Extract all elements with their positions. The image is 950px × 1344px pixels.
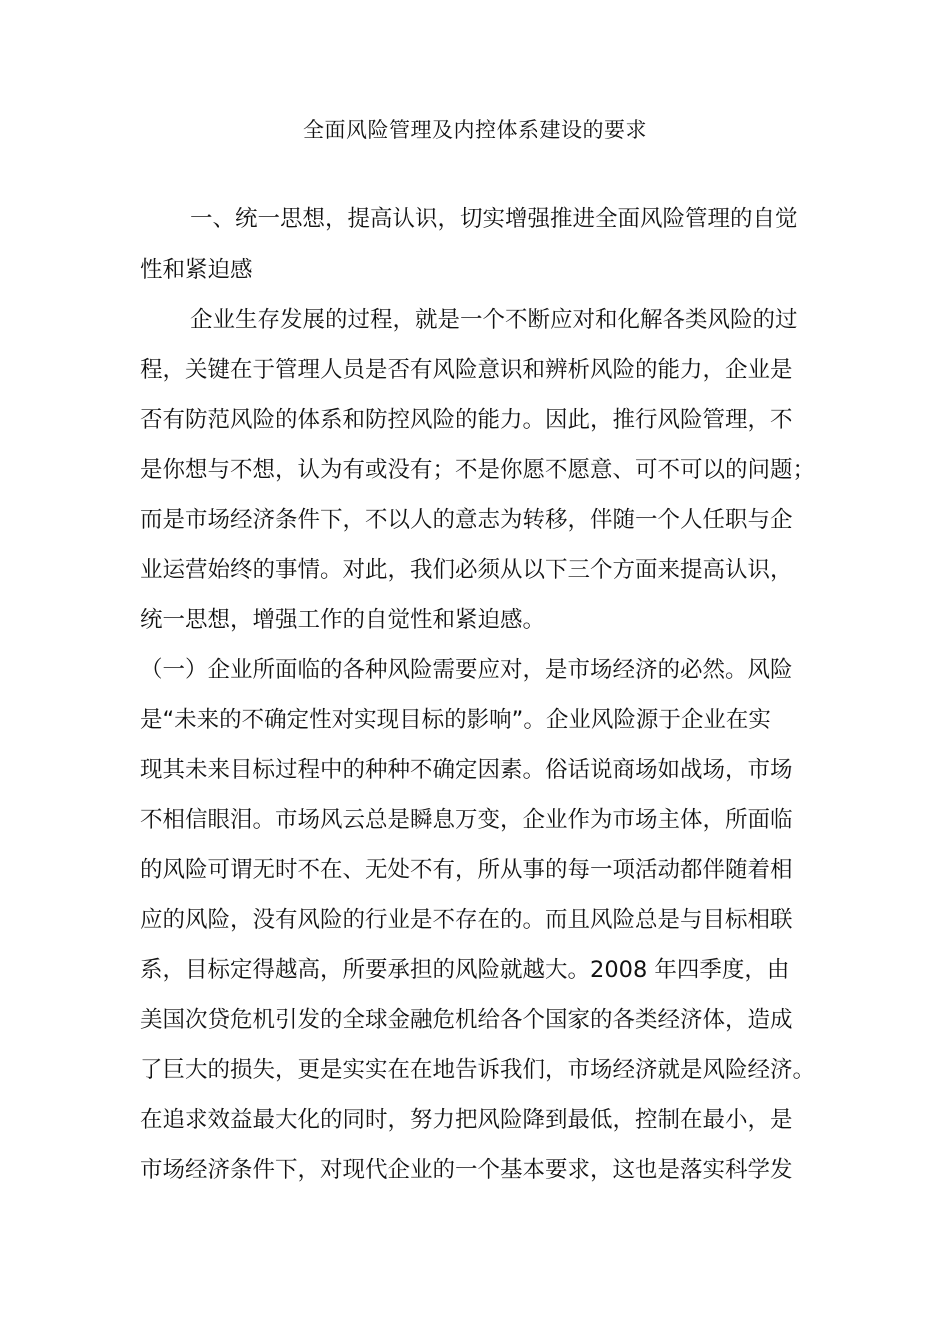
paragraph-line: 现其未来目标过程中的种种不确定因素。俗话说商场如战场，市场 xyxy=(140,757,793,783)
paragraph-line: 统一思想，增强工作的自觉性和紧迫感。 xyxy=(140,607,546,633)
paragraph-line: 程，关键在于管理人员是否有风险意识和辨析风险的能力，企业是 xyxy=(140,357,793,383)
paragraph-line: 的风险可谓无时不在、无处不有，所从事的每一项活动都伴随着相 xyxy=(140,857,793,883)
paragraph-line: 美国次贷危机引发的全球金融危机给各个国家的各类经济体，造成 xyxy=(140,1007,793,1033)
paragraph-line: 不相信眼泪。市场风云总是瞬息万变，企业作为市场主体，所面临 xyxy=(140,807,793,833)
paragraph-line: 市场经济条件下，对现代企业的一个基本要求，这也是落实科学发 xyxy=(140,1157,793,1183)
paragraph-line: 是你想与不想，认为有或没有；不是你愿不愿意、可不可以的问题； xyxy=(140,457,816,483)
paragraph-line: 否有防范风险的体系和防控风险的能力。因此，推行风险管理，不 xyxy=(140,407,793,433)
subsection-line: （一）企业所面临的各种风险需要应对，是市场经济的必然。风险 xyxy=(140,657,793,683)
document-title: 全面风险管理及内控体系建设的要求 xyxy=(303,118,647,142)
paragraph-line: 业运营始终的事情。对此，我们必须从以下三个方面来提高认识， xyxy=(140,557,793,583)
paragraph-line: 系，目标定得越高，所要承担的风险就越大。2008 年四季度，由 xyxy=(140,957,790,983)
paragraph-line: 在追求效益最大化的同时，努力把风险降到最低，控制在最小，是 xyxy=(140,1107,793,1133)
paragraph-line: 企业生存发展的过程，就是一个不断应对和化解各类风险的过 xyxy=(190,307,798,333)
paragraph-line: 是“未来的不确定性对实现目标的影响”。企业风险源于企业在实 xyxy=(140,707,771,733)
paragraph-line: 而是市场经济条件下，不以人的意志为转移，伴随一个人任职与企 xyxy=(140,507,793,533)
heading-line-1: 一、统一思想，提高认识，切实增强推进全面风险管理的自觉 xyxy=(190,206,798,232)
paragraph-line: 了巨大的损失，更是实实在在地告诉我们，市场经济就是风险经济。 xyxy=(140,1057,816,1083)
heading-line-2: 性和紧迫感 xyxy=(140,257,253,283)
paragraph-line: 应的风险，没有风险的行业是不存在的。而且风险总是与目标相联 xyxy=(140,907,793,933)
